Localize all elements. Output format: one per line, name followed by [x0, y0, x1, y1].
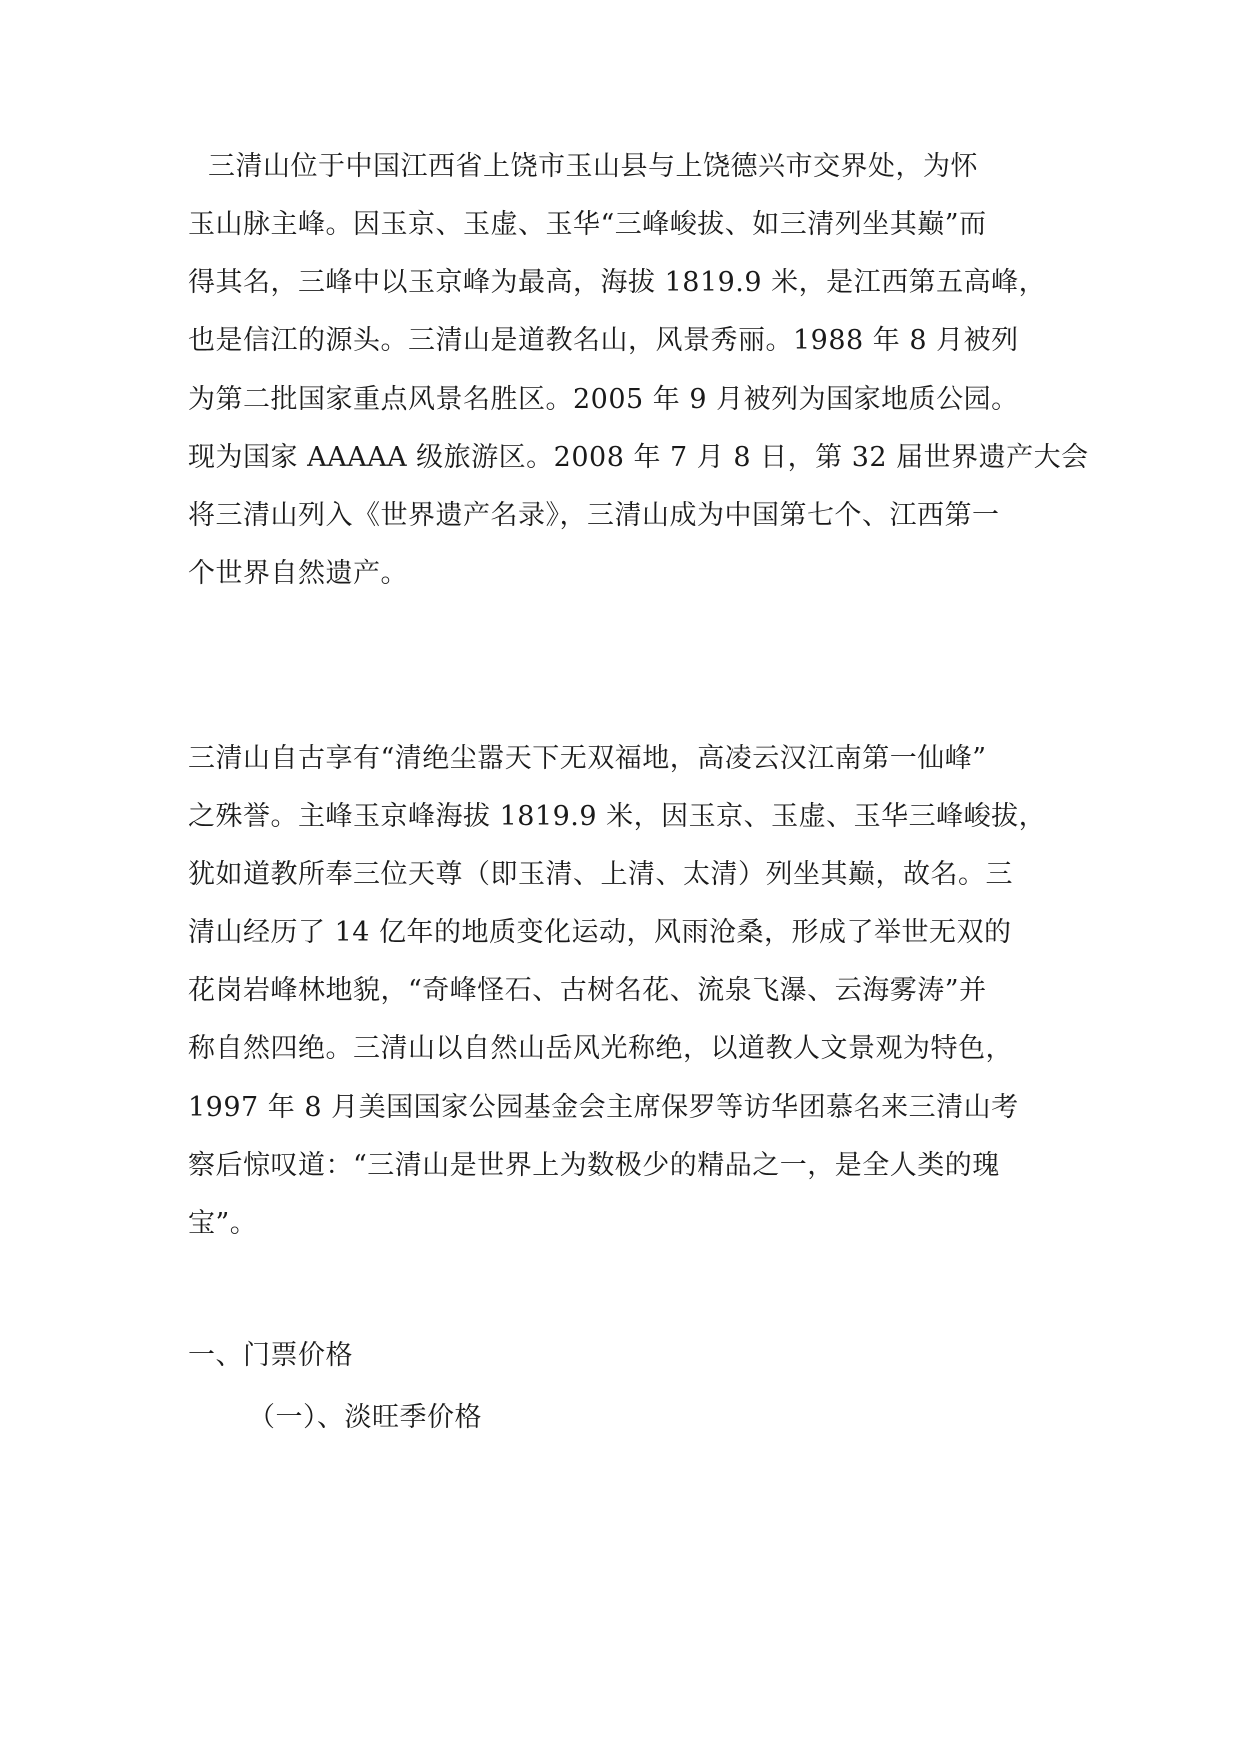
text-line: 现为国家 AAAAA 级旅游区。2008 年 7 月 8 日，第 32 届世界遗产大会 [188, 442, 1089, 473]
text-line: 将三清山列入《世界遗产名录》，三清山成为中国第七个、江西第一 [188, 500, 1000, 531]
text-line: 也是信江的源头。三清山是道教名山，风景秀丽。1988 年 8 月被列 [188, 325, 1019, 356]
text-line: 三清山位于中国江西省上饶市玉山县与上饶德兴市交界处，为怀 [208, 151, 978, 182]
subsection-heading: （一）、淡旺季价格 [248, 1402, 482, 1433]
section-heading: 一、门票价格 [188, 1340, 353, 1371]
text-line: 称自然四绝。三清山以自然山岳风光称绝，以道教人文景观为特色， [188, 1033, 1013, 1064]
text-line: 得其名，三峰中以玉京峰为最高，海拔 1819.9 米，是江西第五高峰， [188, 267, 1047, 298]
text-line: 察后惊叹道：“三清山是世界上为数极少的精品之一，是全人类的瑰 [188, 1150, 1000, 1181]
text-line: 1997 年 8 月美国国家公园基金会主席保罗等访华团慕名来三清山考 [188, 1092, 1019, 1123]
text-line: 个世界自然遗产。 [188, 558, 408, 589]
text-line: 清山经历了 14 亿年的地质变化运动，风雨沧桑，形成了举世无双的 [188, 917, 1012, 948]
text-line: 之殊誉。主峰玉京峰海拔 1819.9 米，因玉京、玉虚、玉华三峰峻拔， [188, 801, 1047, 832]
text-line: 三清山自古享有“清绝尘嚣天下无双福地，高凌云汉江南第一仙峰” [188, 743, 987, 774]
text-line: 为第二批国家重点风景名胜区。2005 年 9 月被列为国家地质公园。 [188, 384, 1019, 415]
text-line: 花岗岩峰林地貌，“奇峰怪石、古树名花、流泉飞瀑、云海雾涛”并 [188, 975, 987, 1006]
text-line: 玉山脉主峰。因玉京、玉虚、玉华“三峰峻拔、如三清列坐其巅”而 [188, 209, 987, 240]
text-line: 犹如道教所奉三位天尊（即玉清、上清、太清）列坐其巅，故名。三 [188, 859, 1013, 890]
text-line: 宝”。 [188, 1208, 258, 1239]
